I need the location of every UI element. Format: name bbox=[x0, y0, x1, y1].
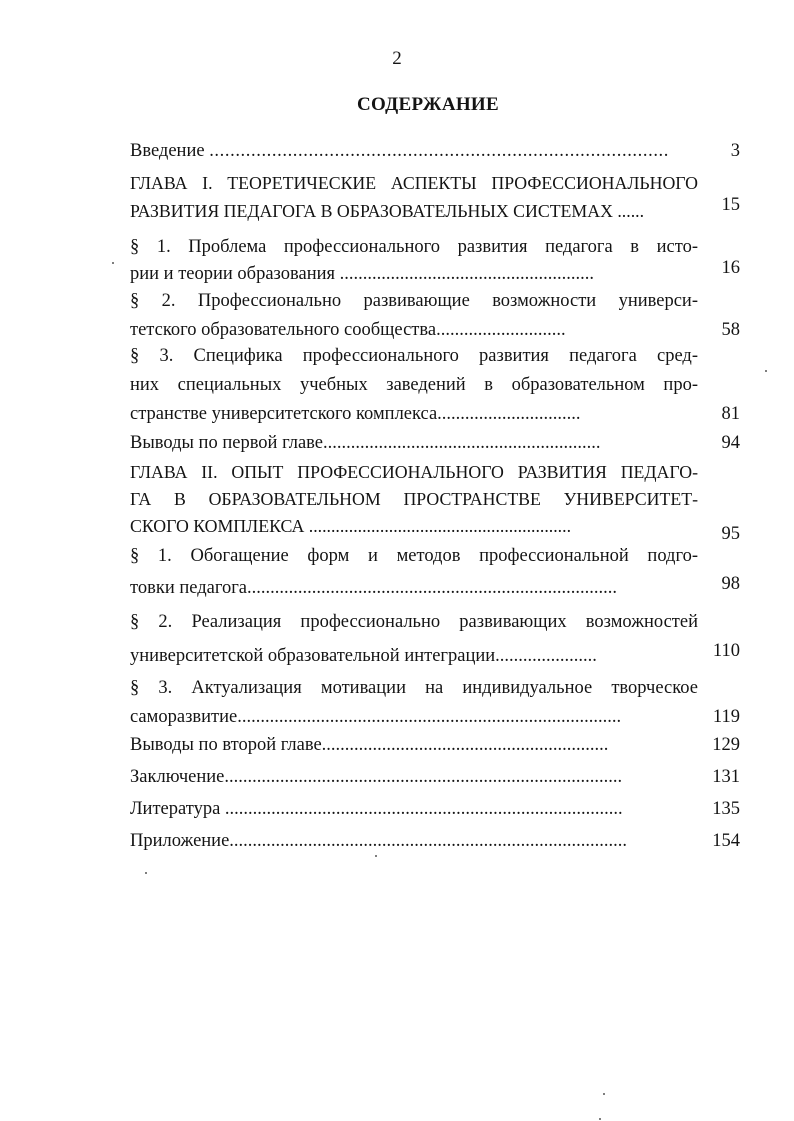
toc-line: Заключение...................................................................................... bbox=[130, 767, 623, 787]
toc-page-number: 3 bbox=[730, 141, 740, 161]
toc-page-number: 16 bbox=[721, 258, 740, 278]
toc-line: ГЛАВА I. ТЕОРЕТИЧЕСКИЕ АСПЕКТЫ ПРОФЕССИОНАЛЬНОГО bbox=[130, 173, 698, 193]
toc-page-number: 154 bbox=[712, 831, 740, 851]
toc-line: СКОГО КОМПЛЕКСА ........................................................... bbox=[130, 516, 572, 536]
toc-line: ГЛАВА II. ОПЫТ ПРОФЕССИОНАЛЬНОГО РАЗВИТИЯ ПЕДАГО- bbox=[130, 462, 698, 482]
toc-page-number: 135 bbox=[712, 799, 740, 819]
toc-line: саморазвитие................................................................................... bbox=[130, 707, 622, 727]
toc-line: § 1. Проблема профессионального развития педагога в исто- bbox=[130, 237, 698, 257]
toc-line: товки педагога................................................................................ bbox=[130, 578, 618, 598]
toc-page-number: 58 bbox=[721, 320, 740, 340]
toc-line: § 1. Обогащение форм и методов профессиональной подго- bbox=[130, 546, 698, 566]
toc-page-number: 94 bbox=[721, 433, 740, 453]
toc-page-number: 98 bbox=[721, 574, 740, 594]
toc-page-number: 131 bbox=[712, 767, 740, 787]
toc-page-number: 110 bbox=[712, 641, 740, 661]
toc-line: странстве университетского комплекса............................... bbox=[130, 404, 581, 424]
toc-line: § 3. Специфика профессионального развития педагога сред- bbox=[130, 346, 698, 366]
toc-line: Выводы по первой главе............................................................ bbox=[130, 433, 601, 453]
toc-line: них специальных учебных заведений в образовательном про- bbox=[130, 375, 698, 395]
toc-line: Литература ...................................................................................... bbox=[130, 799, 623, 819]
page-title: СОДЕРЖАНИЕ bbox=[357, 94, 499, 115]
scan-speck bbox=[375, 855, 377, 857]
toc-line: § 2. Профессионально развивающие возможности универси- bbox=[130, 291, 698, 311]
toc-page-number: 95 bbox=[721, 524, 740, 544]
toc-page-number: 15 bbox=[721, 195, 740, 215]
toc-line: Выводы по второй главе.............................................................. bbox=[130, 735, 609, 755]
toc-page-number: 81 bbox=[721, 404, 740, 424]
toc-line: университетской образовательной интеграции...................... bbox=[130, 646, 597, 666]
scan-speck bbox=[603, 1093, 605, 1095]
toc-line: § 2. Реализация профессионально развивающих возможностей bbox=[130, 612, 698, 632]
scan-speck bbox=[765, 370, 767, 372]
toc-page-number: 119 bbox=[712, 707, 740, 727]
toc-line: Введение ........................................................................................ bbox=[130, 141, 670, 161]
scan-speck bbox=[599, 1118, 601, 1120]
toc-page-number: 129 bbox=[712, 735, 740, 755]
scan-speck bbox=[112, 262, 114, 264]
toc-line: РАЗВИТИЯ ПЕДАГОГА В ОБРАЗОВАТЕЛЬНЫХ СИСТЕМАХ ...... bbox=[130, 201, 645, 221]
scan-speck bbox=[145, 872, 147, 874]
toc-line: рии и теории образования ....................................................... bbox=[130, 264, 595, 284]
page-number: 2 bbox=[392, 48, 402, 69]
toc-line: § 3. Актуализация мотивации на индивидуальное творческое bbox=[130, 678, 698, 698]
toc-line: Приложение...................................................................................... bbox=[130, 831, 628, 851]
toc-line: тетского образовательного сообщества............................ bbox=[130, 320, 566, 340]
toc-line: ГА В ОБРАЗОВАТЕЛЬНОМ ПРОСТРАНСТВЕ УНИВЕРСИТЕТ- bbox=[130, 489, 698, 509]
